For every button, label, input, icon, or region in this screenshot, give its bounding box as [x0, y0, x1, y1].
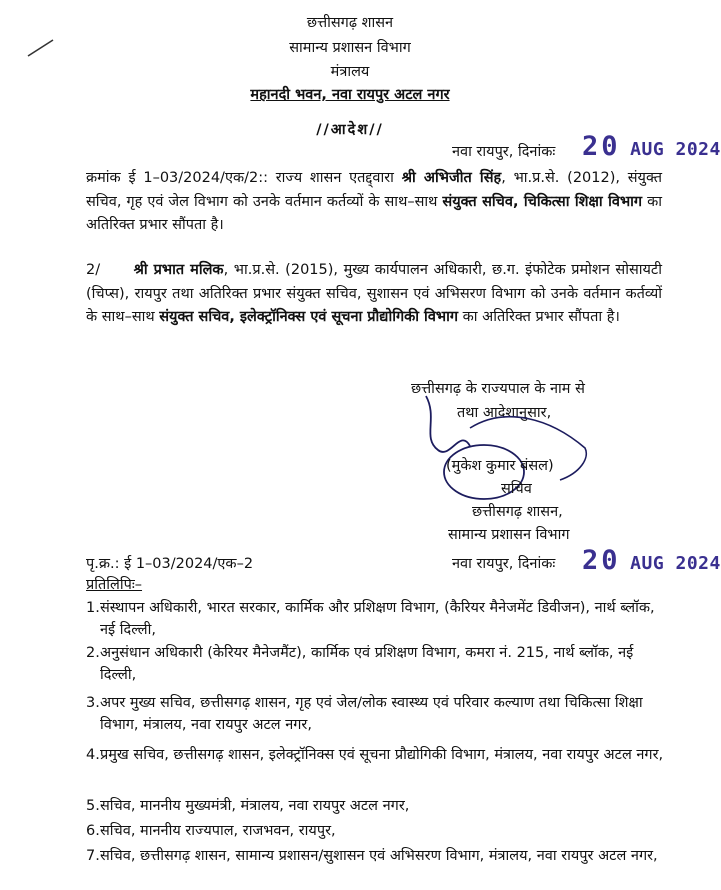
- para1-ref: क्रमांक ई 1–03/2024/एक/2:: राज्य शासन एतद्द्वारा: [86, 170, 402, 186]
- para1-charge: संयुक्त सचिव, चिकित्सा शिक्षा विभाग: [442, 193, 643, 210]
- list-item-text: अनुसंधान अधिकारी (केरियर मैनेजमैंट), कार्मिक एवं प्रशिक्षण विभाग, कमरा नं. 215, नार्थ ब्लॉक, नई दिल्ली,: [100, 645, 634, 683]
- signatory-designation: सचिव: [501, 481, 532, 497]
- list-item-number: 3.: [86, 695, 100, 711]
- date-stamp-day: 20: [582, 131, 621, 162]
- list-item-number: 7.: [86, 848, 100, 864]
- list-item-text: सचिव, माननीय राज्यपाल, राजभवन, रायपुर,: [100, 823, 336, 839]
- paragraph-2: [86, 259, 662, 330]
- list-item-number: 4.: [86, 747, 100, 763]
- header-ministry: मंत्रालय: [330, 64, 370, 80]
- signatory-dept-1: छत्तीसगढ़ शासन,: [472, 504, 563, 520]
- date-stamp-month-year: AUG 2024: [630, 139, 721, 160]
- list-item-number: 5.: [86, 798, 100, 814]
- list-item-text: सचिव, छत्तीसगढ़ शासन, सामान्य प्रशासन/सुशासन एवं अभिसरण विभाग, मंत्रालय, नवा रायपुर अटल नगर,: [100, 848, 658, 864]
- list-item-text: अपर मुख्य सचिव, छत्तीसगढ़ शासन, गृह एवं जेल/लोक स्वास्थ्य एवं परिवार कल्याण तथा चिकित्सा शिक्षा विभाग, मंत्रालय, नवा रायपुर अटल नगर,: [100, 695, 643, 733]
- para2-body: , भा.प्र.से. (2015), मुख्य कार्यपालन अधिकारी, छ.ग. इंफोटेक प्रमोशन सोसायटी (चिप्स), रायपुर तथा अतिरिक्त प्रभार संयुक्त सचिव, सुशासन एवं अभिसरण विभाग को उनके वर्तमान कर्तव्यों के साथ–साथ: [86, 262, 662, 325]
- para2-number: 2/: [86, 262, 101, 278]
- list-item-number: 2.: [86, 645, 100, 661]
- header-govt: छत्तीसगढ़ शासन: [306, 15, 394, 31]
- para1-body: , भा.प्र.से. (2012), संयुक्त सचिव, गृह एवं जेल विभाग को उनके वर्तमान कर्तव्यों के साथ–साथ: [86, 170, 663, 210]
- date-label: नवा रायपुर, दिनांकः: [452, 144, 556, 160]
- list-item-number: 1.: [86, 600, 100, 616]
- para1-officer-name: श्री अभिजीत सिंह: [401, 170, 502, 186]
- endorsement-ref: पृ.क्र.: ई 1–03/2024/एक–2: [86, 556, 254, 572]
- list-item-number: 6.: [86, 823, 100, 839]
- endorsement-date-label: नवा रायपुर, दिनांकः: [452, 556, 556, 572]
- list-item-text: प्रमुख सचिव, छत्तीसगढ़ शासन, इलेक्ट्रॉनिक्स एवं सूचना प्रौद्योगिकी विभाग, मंत्रालय, नवा रायपुर अटल नगर,: [100, 747, 664, 763]
- para1-end: का अतिरिक्त प्रभार सौंपता है।: [86, 193, 662, 233]
- header-address: महानदी भवन, नवा रायपुर अटल नगर: [250, 87, 450, 103]
- para2-charge: संयुक्त सचिव, इलेक्ट्रॉनिक्स एवं सूचना प्रौद्योगिकी विभाग: [159, 309, 458, 325]
- endorsement-stamp-month-year: AUG 2024: [630, 553, 721, 574]
- list-item-text: संस्थापन अधिकारी, भारत सरकार, कार्मिक और प्रशिक्षण विभाग, (कैरियर मैनेजमेंट डिवीजन), नार्थ ब्लॉक, नई दिल्ली,: [100, 600, 655, 638]
- signature-order: तथा आदेशानुसार,: [457, 405, 552, 421]
- signature-authority: छत्तीसगढ़ के राज्यपाल के नाम से: [411, 381, 585, 397]
- para2-end: का अतिरिक्त प्रभार सौंपता है।: [458, 309, 620, 325]
- para2-officer-name: श्री प्रभात मलिक: [133, 262, 224, 278]
- order-title: //आदेश//: [316, 122, 384, 138]
- list-item-text: सचिव, माननीय मुख्यमंत्री, मंत्रालय, नवा रायपुर अटल नगर,: [100, 798, 410, 814]
- paragraph-1: [86, 167, 662, 238]
- endorsement-stamp-day: 20: [582, 545, 621, 576]
- date-stamp: [582, 131, 721, 162]
- signatory-dept-2: सामान्य प्रशासन विभाग: [448, 527, 570, 543]
- endorsement-date-stamp: [582, 545, 721, 576]
- signatory-name: (मुकेश कुमार बंसल): [446, 458, 554, 474]
- header-department: सामान्य प्रशासन विभाग: [289, 40, 411, 56]
- copy-heading: प्रतिलिपिः–: [86, 577, 143, 593]
